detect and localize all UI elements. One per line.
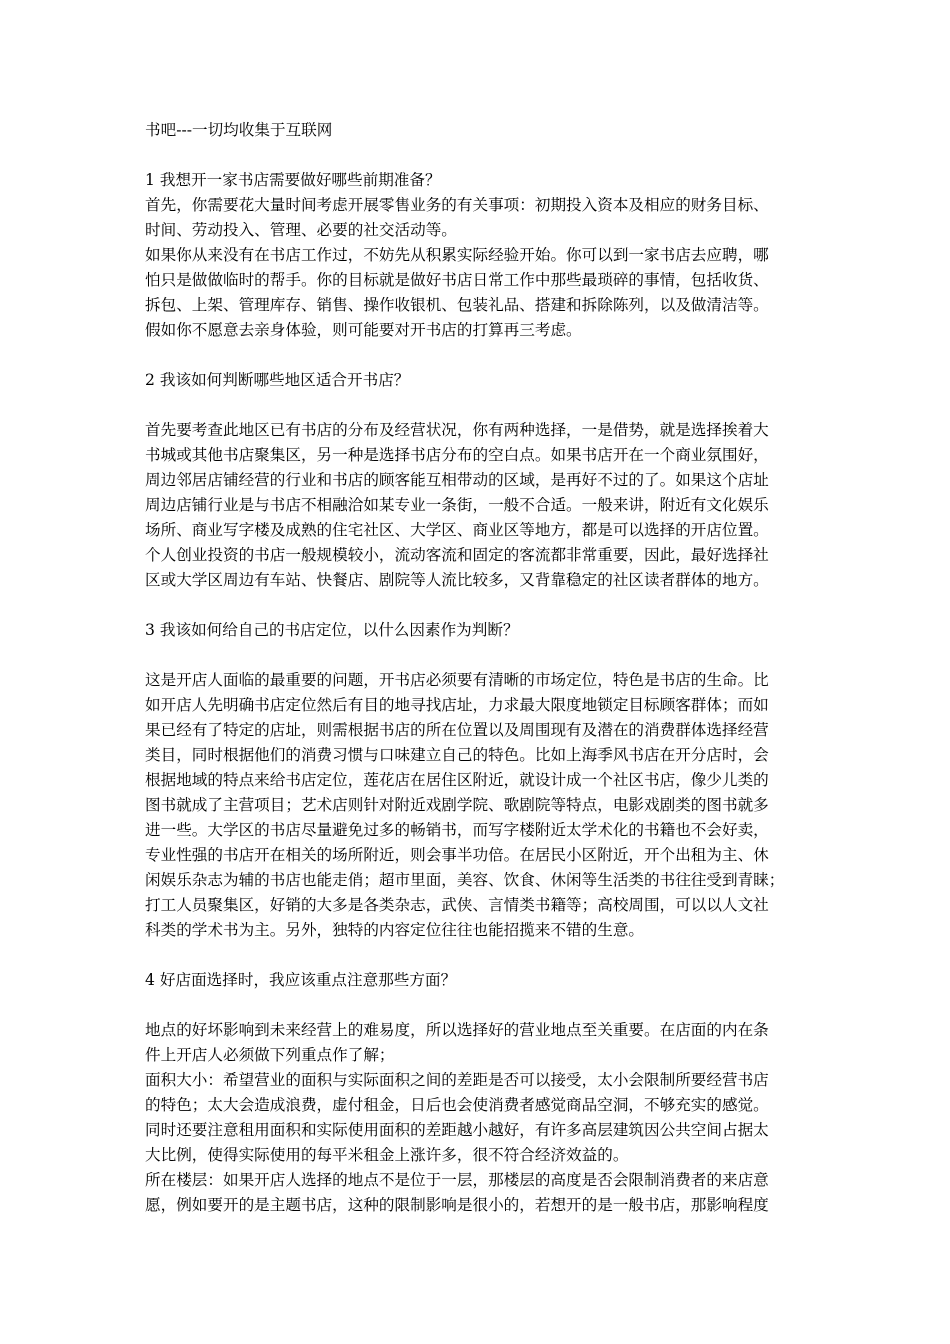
document-page bbox=[145, 118, 810, 1218]
paragraph-line: 周边邻居店铺经营的行业和书店的顾客能互相带动的区域，是再好不过的了。如果这个店址 bbox=[145, 471, 769, 489]
paragraph-line: 进一些。大学区的书店尽量避免过多的畅销书，而写字楼附近太学术化的书籍也不会好卖， bbox=[145, 821, 769, 839]
paragraph-line: 果已经有了特定的店址，则需根据书店的所在位置以及周围现有及潜在的消费群体选择经营 bbox=[145, 721, 769, 739]
spacer bbox=[145, 993, 810, 1018]
paragraph-line: 首先要考查此地区已有书店的分布及经营状况，你有两种选择，一是借势，就是选择挨着大 bbox=[145, 421, 769, 439]
paragraph-line: 打工人员聚集区，好销的大多是各类杂志，武侠、言情类书籍等；高校周围，可以以人文社 bbox=[145, 896, 769, 914]
section-heading: 3 我该如何给自己的书店定位，以什么因素作为判断？ bbox=[145, 621, 519, 639]
paragraph-line: 书城或其他书店聚集区，另一种是选择书店分布的空白点。如果书店开在一个商业氛围好， bbox=[145, 446, 769, 464]
paragraph-line: 愿，例如要开的是主题书店，这种的限制影响是很小的，若想开的是一般书店，那影响程度 bbox=[145, 1196, 769, 1214]
spacer bbox=[145, 143, 810, 168]
spacer bbox=[145, 343, 810, 368]
paragraph-line: 类目，同时根据他们的消费习惯与口味建立自己的特色。比如上海季风书店在开分店时，会 bbox=[145, 746, 769, 764]
paragraph-line: 拆包、上架、管理库存、销售、操作收银机、包装礼品、搭建和拆除陈列，以及做清洁等。 bbox=[145, 296, 769, 314]
paragraph-line: 面积大小：希望营业的面积与实际面积之间的差距是否可以接受，太小会限制所要经营书店 bbox=[145, 1071, 769, 1089]
paragraph-line: 所在楼层：如果开店人选择的地点不是位于一层，那楼层的高度是否会限制消费者的来店意 bbox=[145, 1171, 769, 1189]
spacer bbox=[145, 393, 810, 418]
paragraph-line: 如果你从来没有在书店工作过，不妨先从积累实际经验开始。你可以到一家书店去应聘，哪 bbox=[145, 246, 769, 264]
paragraph-line: 专业性强的书店开在相关的场所附近，则会事半功倍。在居民小区附近，开个出租为主、休 bbox=[145, 846, 769, 864]
paragraph-line: 时间、劳动投入、管理、必要的社交活动等。 bbox=[145, 221, 457, 239]
spacer bbox=[145, 593, 810, 618]
paragraph-line: 根据地域的特点来给书店定位，莲花店在居住区附近，就设计成一个社区书店，像少儿类的 bbox=[145, 771, 769, 789]
paragraph-line: 假如你不愿意去亲身体验，则可能要对开书店的打算再三考虑。 bbox=[145, 321, 582, 339]
section-heading: 4 好店面选择时，我应该重点注意那些方面？ bbox=[145, 971, 457, 989]
paragraph-line: 同时还要注意租用面积和实际使用面积的差距越小越好，有许多高层建筑因公共空间占据太 bbox=[145, 1121, 769, 1139]
section-heading: 2 我该如何判断哪些地区适合开书店？ bbox=[145, 371, 410, 389]
paragraph-line: 这是开店人面临的最重要的问题，开书店必须要有清晰的市场定位，特色是书店的生命。比 bbox=[145, 671, 769, 689]
spacer bbox=[145, 643, 810, 668]
paragraph-line: 首先，你需要花大量时间考虑开展零售业务的有关事项：初期投入资本及相应的财务目标、 bbox=[145, 196, 769, 214]
paragraph-line: 大比例，使得实际使用的每平米租金上涨许多，很不符合经济效益的。 bbox=[145, 1146, 629, 1164]
section-heading: 1 我想开一家书店需要做好哪些前期准备？ bbox=[145, 171, 441, 189]
paragraph-line: 地点的好坏影响到未来经营上的难易度，所以选择好的营业地点至关重要。在店面的内在条 bbox=[145, 1021, 769, 1039]
paragraph-line: 场所、商业写字楼及成熟的住宅社区、大学区、商业区等地方，都是可以选择的开店位置。 bbox=[145, 521, 769, 539]
document-header: 书吧---一切均收集于互联网 bbox=[145, 121, 333, 139]
paragraph-line: 图书就成了主营项目；艺术店则针对附近戏剧学院、歌剧院等特点，电影戏剧类的图书就多 bbox=[145, 796, 769, 814]
paragraph-line: 周边店铺行业是与书店不相融洽如某专业一条街，一般不合适。一般来讲，附近有文化娱乐 bbox=[145, 496, 769, 514]
paragraph-line: 科类的学术书为主。另外，独特的内容定位往往也能招揽来不错的生意。 bbox=[145, 921, 645, 939]
paragraph-line: 闲娱乐杂志为辅的书店也能走俏；超市里面，美容、饮食、休闲等生活类的书往往受到青睐； bbox=[145, 871, 785, 889]
paragraph-line: 怕只是做做临时的帮手。你的目标就是做好书店日常工作中那些最琐碎的事情，包括收货、 bbox=[145, 271, 769, 289]
paragraph-line: 个人创业投资的书店一般规模较小，流动客流和固定的客流都非常重要，因此，最好选择社 bbox=[145, 546, 769, 564]
paragraph-line: 件上开店人必须做下列重点作了解； bbox=[145, 1046, 395, 1064]
paragraph-line: 区或大学区周边有车站、快餐店、剧院等人流比较多，又背靠稳定的社区读者群体的地方。 bbox=[145, 571, 769, 589]
paragraph-line: 如开店人先明确书店定位然后有目的地寻找店址，力求最大限度地锁定目标顾客群体；而如 bbox=[145, 696, 769, 714]
spacer bbox=[145, 943, 810, 968]
paragraph-line: 的特色；太大会造成浪费，虚付租金，日后也会使消费者感觉商品空洞，不够充实的感觉。 bbox=[145, 1096, 769, 1114]
